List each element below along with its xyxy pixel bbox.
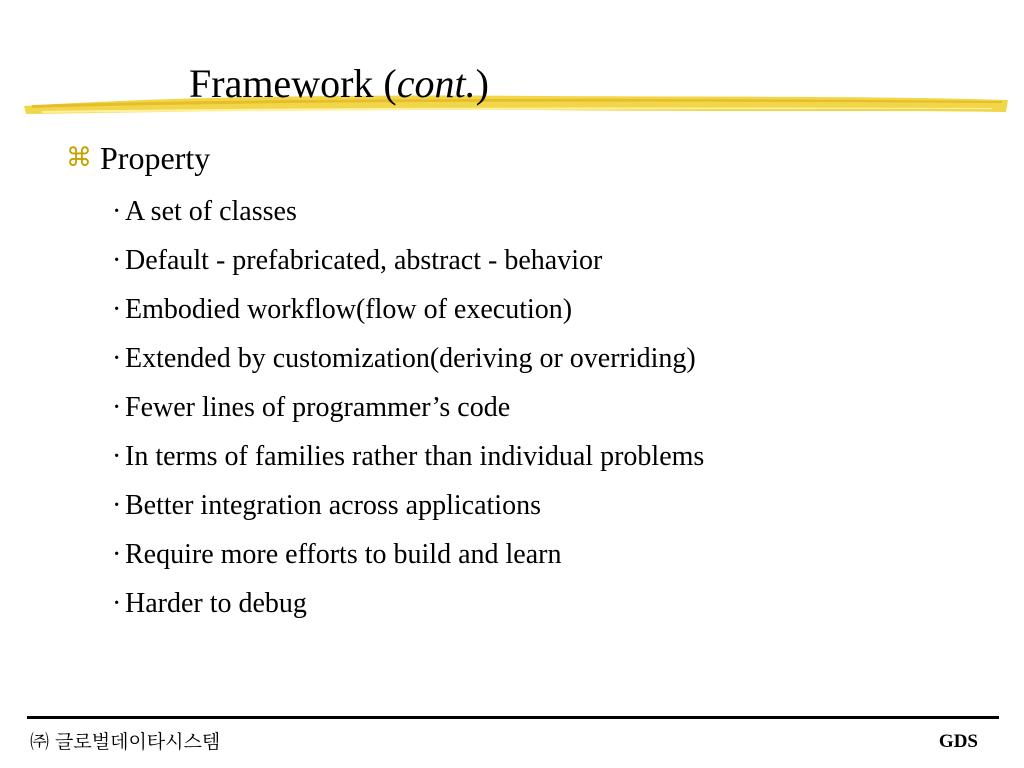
list-item xyxy=(112,388,704,437)
title-underline-brush xyxy=(22,88,1010,118)
list-item xyxy=(112,486,704,535)
bullet-dot-icon: · xyxy=(112,245,122,276)
list-item xyxy=(112,535,704,584)
list-item-text: Default - prefabricated, abstract - behavior xyxy=(125,245,603,276)
bullet-dot-icon: · xyxy=(112,588,122,619)
title-italic: cont. xyxy=(396,61,476,106)
list-item xyxy=(112,437,704,486)
title-main: Framework ( xyxy=(189,61,397,106)
bullet-dot-icon: · xyxy=(112,490,122,521)
heading-label: Property xyxy=(100,139,211,176)
bullet-dot-icon: · xyxy=(112,294,122,325)
list-item xyxy=(112,241,704,290)
list-item-text: Embodied workflow(flow of execution) xyxy=(125,294,573,325)
bullet-dot-icon: · xyxy=(112,539,122,570)
list-item-text: Better integration across applications xyxy=(125,490,541,521)
list-item-text: In terms of families rather than individual problems xyxy=(125,441,705,472)
property-list xyxy=(112,192,704,633)
bullet-dot-icon: · xyxy=(112,343,122,374)
command-symbol-icon: ⌘ xyxy=(66,143,92,173)
list-item xyxy=(112,290,704,339)
footer-brand: GDS xyxy=(938,731,978,752)
list-item xyxy=(112,584,704,633)
bullet-dot-icon: · xyxy=(112,392,122,423)
title-end: ) xyxy=(475,61,489,106)
list-item xyxy=(112,192,704,241)
list-item-text: A set of classes xyxy=(125,196,297,227)
bullet-dot-icon: · xyxy=(112,196,122,227)
list-item-text: Extended by customization(deriving or overriding) xyxy=(125,343,696,374)
list-item xyxy=(112,339,704,388)
footer-company: ㈜ 글로벌데이타시스템 xyxy=(30,731,221,753)
list-item-text: Harder to debug xyxy=(125,588,307,619)
footer-divider xyxy=(27,716,999,719)
list-item-text: Fewer lines of programmer’s code xyxy=(125,392,511,423)
list-item-text: Require more efforts to build and learn xyxy=(125,539,562,570)
bullet-dot-icon: · xyxy=(112,441,122,472)
bullet-heading xyxy=(62,138,210,178)
slide-title xyxy=(189,58,489,110)
